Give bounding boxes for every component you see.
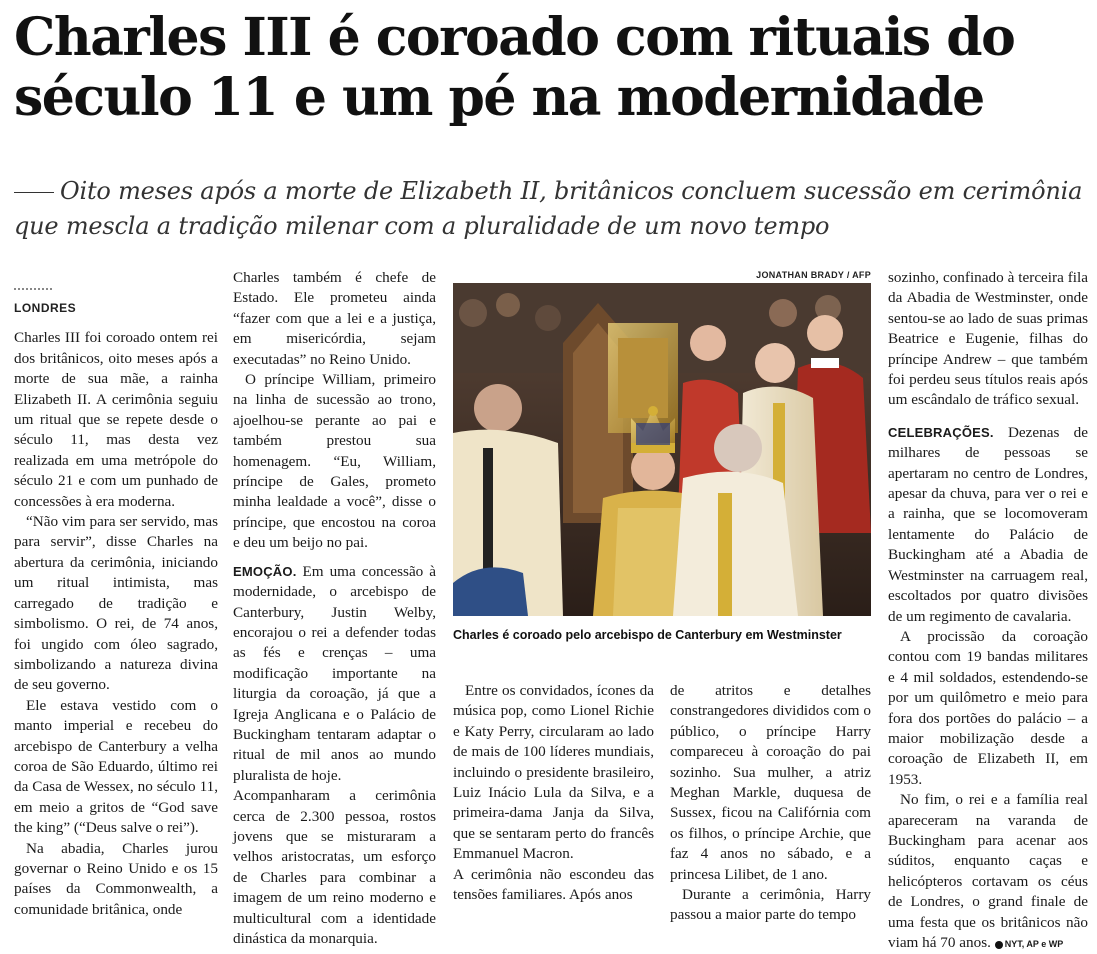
deck-text: Oito meses após a morte de Elizabeth II, britânicos concluem sucessão em cerimônia que mescla a tradição milenar com a pluralidade de um novo tempo <box>14 177 1083 240</box>
paragraph: Charles também é chefe de Estado. Ele prometeu ainda “fazer com que a lei e a justiça, em misericórdia, sejam executadas” no Reino Unido. <box>233 269 436 368</box>
photo-credit: JONATHAN BRADY / AFP <box>756 270 871 280</box>
paragraph: A procissão da coroação contou com 19 bandas militares e 4 mil soldados, estendendo-se por um quilômetro e meio para fora dos portões do palácio – a maior mobilização desde a coroação de Elizabeth II, em 1953. <box>888 627 1088 788</box>
paragraph: “Não vim para ser servido, mas para servir”, disse Charles na abertura da cerimônia, iniciando um ritual intimista, mas carregado de tradição e simbolismo. O rei, de 74 anos, foi ungido com óleo sagrado, simbolizando a natureza divina de seu governo. <box>14 513 218 694</box>
paragraph: A cerimônia não escondeu das tensões familiares. Após anos <box>453 865 654 904</box>
paragraph: Durante a cerimônia, Harry passou a maior parte do tempo <box>670 886 871 924</box>
paragraph: Charles III foi coroado ontem rei dos britânicos, oito meses após a morte de sua mãe, a rainha Elizabeth II. A cerimônia seguiu um ritual que se repete desde o século 11, mas desta vez realizada em uma metrópole do século 21 e com um punhado de concessões à era moderna. <box>14 329 218 510</box>
section-kicker-emocao: EMOÇÃO. <box>233 563 297 579</box>
article-column-1 <box>14 280 218 920</box>
sign-off-text: NYT, AP e WP <box>1004 939 1064 949</box>
article-column-5 <box>888 268 1088 954</box>
paragraph-celebracoes <box>888 423 1088 627</box>
paragraph-final <box>888 790 1088 954</box>
paragraph-text: No fim, o rei e a família real apareceram na varanda de Buckingham para acenar aos súditos, enquanto caças e helicópteros cortavam os céus de Londres, o grand finale de uma festa que os britânicos não viam há 70 anos. <box>888 791 1088 951</box>
paragraph: Ele estava vestido com o manto imperial e recebeu do arcebispo de Canterbury a velha coroa de São Eduardo, último rei da Casa de Wessex, no século 11, em meio a gritos de “God save the king” (“Deus salve o rei”). <box>14 696 218 837</box>
article-headline: Charles III é coroado com rituais do século 11 e um pé na modernidade <box>14 7 1015 128</box>
dotted-rule <box>14 288 52 290</box>
paragraph: sozinho, confinado à terceira fila da Abadia de Westminster, onde sentou-se ao lado de suas primas Beatrice e Eugenie, filhas do príncipe Andrew – que também foi perdeu seus títulos reais após um escândalo de tráfico sexual. <box>888 269 1088 409</box>
paragraph: O príncipe William, primeiro na linha de sucessão ao trono, ajoelhou-se perante ao pai e também prestou sua homenagem. “Eu, William, príncipe de Gales, prometo minha lealdade a você”, disse o príncipe, que encostou na coroa e deu um beijo no pai. <box>233 371 436 552</box>
paragraph: Entre os convidados, ícones da música pop, como Lionel Richie e Katy Perry, circularam ao lado de mais de 100 líderes mundiais, incluindo o presidente brasileiro, Luiz Inácio Lula da Silva, e a primeira-dama Janja da Silva, que se sentaram perto do francês Emmanuel Macron. <box>453 682 654 863</box>
article-column-3 <box>453 681 654 905</box>
article-column-4 <box>670 681 871 926</box>
paragraph-text: Dezenas de milhares de pessoas se apertaram no centro de Londres, apesar da chuva, para ver o rei e a rainha, que se locomoveram lentamente do Palácio de Buckingham até a Abadia de Westminster na carruagem real, escoltados por quatro divisões de um regimento de cavalaria. <box>888 423 1088 625</box>
article-column-2 <box>233 268 436 949</box>
coronation-photo <box>453 283 871 616</box>
end-dot-icon <box>995 941 1003 949</box>
paragraph-emocao <box>233 562 436 786</box>
sign-off <box>995 939 1064 949</box>
dateline-location: LONDRES <box>14 301 77 315</box>
deck-rule <box>14 192 54 193</box>
photo-caption: Charles é coroado pelo arcebispo de Canterbury em Westminster <box>453 628 842 642</box>
section-kicker-celebracoes: CELEBRAÇÕES. <box>888 424 994 440</box>
paragraph: de atritos e detalhes constrangedores divididos com o público, o príncipe Harry compareceu à coroação do pai sozinho. Sua mulher, a atriz Meghan Markle, duquesa de Sussex, ficou na Califórnia com os filhos, o príncipe Archie, que faz 4 anos no sábado, e a princesa Lilibet, de 1 ano. <box>670 682 871 883</box>
article-deck <box>14 174 1089 244</box>
paragraph-text: Em uma concessão à modernidade, o arcebispo de Canterbury, Justin Welby, encorajou o rei a defender todas as fés e crenças – uma modificação importante na liturgia da coroação, já que a Igreja Anglicana e o Palácio de Buckingham tentaram adaptar o ritual de mil anos ao mundo pluralista de hoje. <box>233 562 436 784</box>
paragraph: Acompanharam a cerimônia cerca de 2.300 pessoa, rostos jovens que se misturaram a velhos aristocratas, um esforço de Charles para combinar a imagem de um reino moderno e multicultural com a identidade dinástica da monarquia. <box>233 787 436 947</box>
paragraph: Na abadia, Charles jurou governar o Reino Unido e os 15 países da Commonwealth, a comunidade britânica, onde <box>14 839 218 918</box>
